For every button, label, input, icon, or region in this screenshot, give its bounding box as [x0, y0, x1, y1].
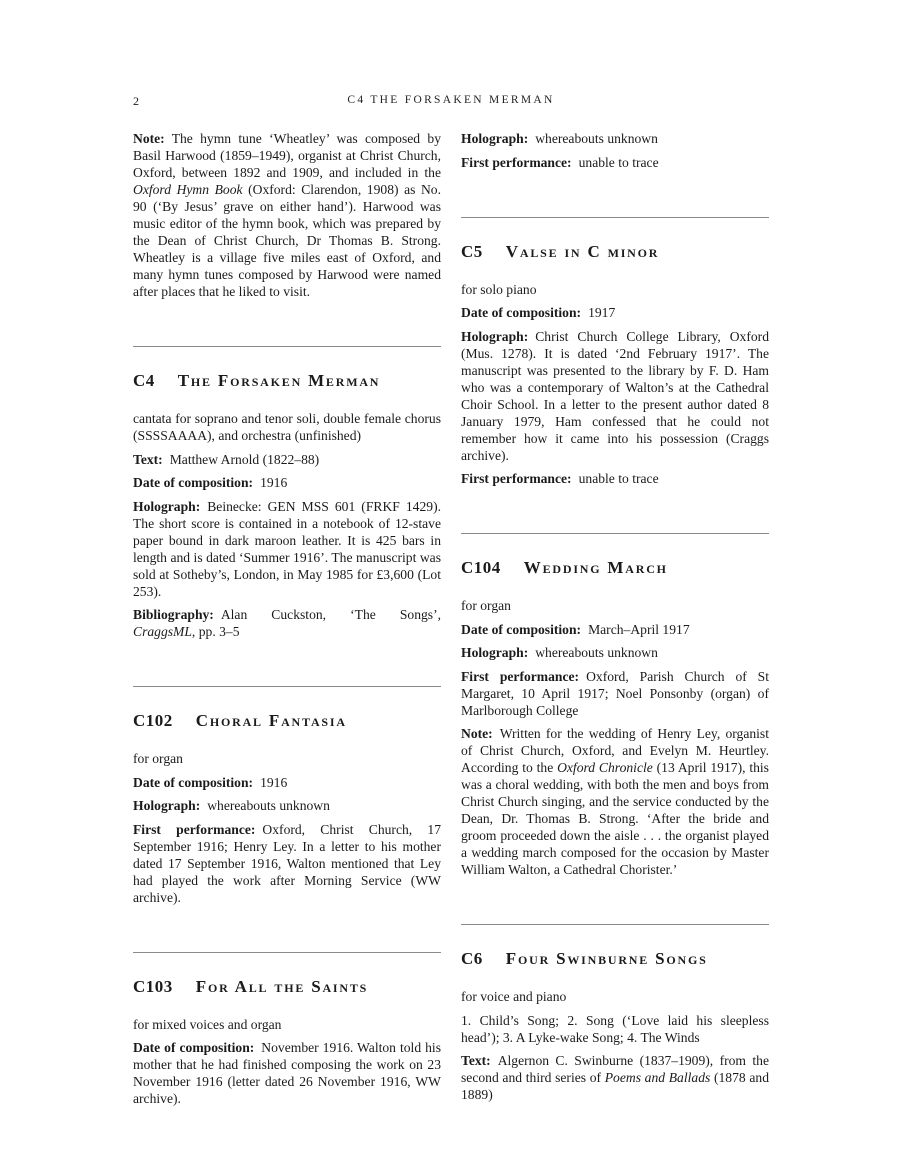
c4-holograph-paragraph	[133, 498, 441, 600]
entry-id-c4: C4	[133, 371, 155, 390]
page-content	[133, 94, 769, 1107]
entry-heading-c102	[133, 709, 441, 733]
c104-date-value: March–April 1917	[588, 621, 690, 637]
entry-heading-c104	[461, 556, 769, 580]
c102-date-paragraph	[133, 774, 441, 791]
c104-first-performance-value: Oxford, Parish Church of St Margaret, 10 April 1917; Noel Ponsonby (organ) of Marlborough College	[461, 668, 769, 718]
entry-heading-c4	[133, 369, 441, 393]
c4-bibliography-paragraph	[133, 606, 441, 640]
c4-date-paragraph	[133, 474, 441, 491]
c4-scoring: cantata for soprano and tenor soli, double female chorus (SSSSAAAA), and orchestra (unfinished)	[133, 411, 441, 443]
entry-id-c5: C5	[461, 241, 483, 261]
c4-bibliography-label: Bibliography:	[133, 607, 214, 622]
c102-date-value: 1916	[260, 774, 288, 790]
c102-first-performance-value: Oxford, Christ Church, 17 September 1916; Henry Ley. In a letter to his mother dated 17 September 1916, Walton mentioned that Ley had played the work after Morning Service (WW archive).	[133, 821, 441, 905]
c103-date-paragraph	[133, 1039, 441, 1107]
c6-text-value: Algernon C. Swinburne (1837–1909), from the second and third series of Poems and Ballads (1878 and 1889)	[461, 1053, 770, 1102]
c103-holograph-value: whereabouts unknown	[535, 131, 658, 146]
note-label: Note:	[133, 131, 165, 146]
c103-first-performance-value: unable to trace	[578, 154, 659, 170]
c103-date-label: Date of composition:	[133, 1040, 255, 1055]
c4-text-paragraph	[133, 451, 441, 468]
entry-title-c4: The Forsaken Merman	[177, 371, 381, 390]
note-text: The hymn tune ‘Wheatley’ was composed by Basil Harwood (1859–1949), organist at Christ Church, Oxford, between 1892 and 1909, and included in the Oxford Hymn Book (Oxford: Clarendon, 1908) as No. 90 (‘By Jesus’ grave on either hand’). Harwood was music editor of the hymn book, which was prepared by the Dean of Christ Church, Dr Thomas B. Strong. Wheatley is a village five miles east of Oxford, and many hymn tunes composed by Harwood were named after places that he liked to visit.	[133, 131, 441, 299]
c6-text-label: Text:	[461, 1053, 491, 1068]
entry-heading-c5	[461, 240, 769, 264]
entry-title-c102: Choral Fantasia	[195, 711, 347, 730]
c102-date-label: Date of composition:	[133, 774, 254, 790]
right-column	[461, 130, 769, 1107]
c5-first-performance-value: unable to trace	[578, 471, 659, 486]
c4-bibliography-value: Alan Cuckston, ‘The Songs’, CraggsML, pp. 3–5	[133, 607, 441, 639]
c102-first-performance-label: First performance:	[133, 821, 256, 837]
c104-holograph-paragraph	[461, 644, 769, 661]
c103-first-performance-label: First performance:	[461, 154, 572, 170]
c104-holograph-value: whereabouts unknown	[535, 645, 658, 660]
section-rule-c5	[461, 217, 769, 218]
c104-scoring: for organ	[461, 598, 511, 613]
c5-holograph-label: Holograph:	[461, 328, 529, 344]
section-rule-c103	[133, 952, 441, 953]
entry-id-c103: C103	[133, 976, 173, 996]
entry-title-c6: Four Swinburne Songs	[505, 949, 708, 968]
c5-date-paragraph	[461, 304, 769, 321]
c5-date-value: 1917	[588, 305, 616, 320]
c5-scoring: for solo piano	[461, 281, 537, 297]
note-continuation-paragraph	[133, 130, 441, 300]
two-column-layout	[133, 130, 769, 1107]
c5-holograph-paragraph	[461, 328, 769, 464]
c5-first-performance-paragraph	[461, 470, 769, 487]
c102-holograph-paragraph	[133, 797, 441, 814]
c104-first-performance-paragraph	[461, 668, 769, 719]
c102-first-performance-paragraph	[133, 821, 441, 906]
c103-scoring: for mixed voices and organ	[133, 1016, 282, 1032]
c4-date-value: 1916	[260, 475, 288, 490]
entry-id-c102: C102	[133, 711, 173, 730]
c103-date-value: November 1916. Walton told his mother that he had finished composing the work on 23 November 1916 (letter dated 26 November 1916, WW archive).	[133, 1040, 441, 1106]
c103-first-performance-paragraph	[461, 154, 769, 171]
section-rule-c4	[133, 346, 441, 347]
entry-id-c6: C6	[461, 949, 483, 968]
c104-date-paragraph	[461, 621, 769, 638]
c4-holograph-label: Holograph:	[133, 498, 201, 514]
c104-holograph-label: Holograph:	[461, 645, 529, 660]
c4-date-label: Date of composition:	[133, 475, 254, 490]
left-column	[133, 130, 441, 1107]
c104-first-performance-label: First performance:	[461, 668, 580, 684]
section-rule-c6	[461, 924, 769, 925]
c5-first-performance-label: First performance:	[461, 471, 572, 486]
c104-note-label: Note:	[461, 726, 493, 741]
running-header-title: C4 THE FORSAKEN MERMAN	[347, 94, 555, 106]
c4-text-value: Matthew Arnold (1822–88)	[169, 451, 320, 467]
section-rule-c102	[133, 686, 441, 687]
entry-heading-c6	[461, 947, 769, 971]
c5-holograph-value: Christ Church College Library, Oxford (Mus. 1278). It is dated ‘2nd February 1917’. The manuscript was presented to the library by F. D. Ham who was a contemporary of Walton’s at the Cathedral Choir School. In a letter to the present author dated 8 January 1979, Ham confessed that he could not remember how it came into his possession (Craggs archive).	[461, 328, 769, 463]
c102-scoring: for organ	[133, 751, 183, 766]
page-number: 2	[133, 94, 139, 108]
c103-holograph-label: Holograph:	[461, 131, 529, 146]
c104-note-value: Written for the wedding of Henry Ley, organist of Christ Church, Oxford, and Evelyn M. Heurtley. According to the Oxford Chronicle (13 April 1917), this was a choral wedding, with both the men and boys from Christ Church singing, and the service conducted by the Dean, Dr. Thomas B. Strong. ‘After the bride and groom proceeded down the aisle . . . the organist played a wedding march composed for the occasion by Master William Walton, a Cathedral Chorister.’	[461, 726, 769, 877]
entry-heading-c103	[133, 975, 441, 999]
c6-scoring: for voice and piano	[461, 989, 567, 1004]
entry-title-c5: Valse in C minor	[505, 241, 660, 261]
c5-date-label: Date of composition:	[461, 305, 582, 320]
c6-songs-list: 1. Child’s Song; 2. Song (‘Love laid his sleepless head’); 3. A Lyke-wake Song; 4. The Winds	[461, 1012, 769, 1045]
c4-holograph-value: Beinecke: GEN MSS 601 (FRKF 1429). The short score is contained in a notebook of 12-stave paper bound in dark maroon leather. It is 425 bars in length and is dated ‘Summer 1916’. The manuscript was sold at Sotheby’s, London, in May 1985 for £3,600 (Lot 253).	[133, 498, 441, 599]
c104-date-label: Date of composition:	[461, 621, 582, 637]
c104-note-paragraph	[461, 725, 769, 878]
section-rule-c104	[461, 533, 769, 534]
c103-holograph-paragraph	[461, 130, 769, 147]
entry-title-c103: For All the Saints	[195, 976, 369, 996]
c102-holograph-value: whereabouts unknown	[207, 798, 330, 813]
running-header	[133, 94, 769, 110]
entry-id-c104: C104	[461, 558, 501, 577]
c4-text-label: Text:	[133, 451, 163, 467]
c102-holograph-label: Holograph:	[133, 798, 201, 813]
c6-text-paragraph	[461, 1052, 769, 1103]
entry-title-c104: Wedding March	[523, 558, 668, 577]
